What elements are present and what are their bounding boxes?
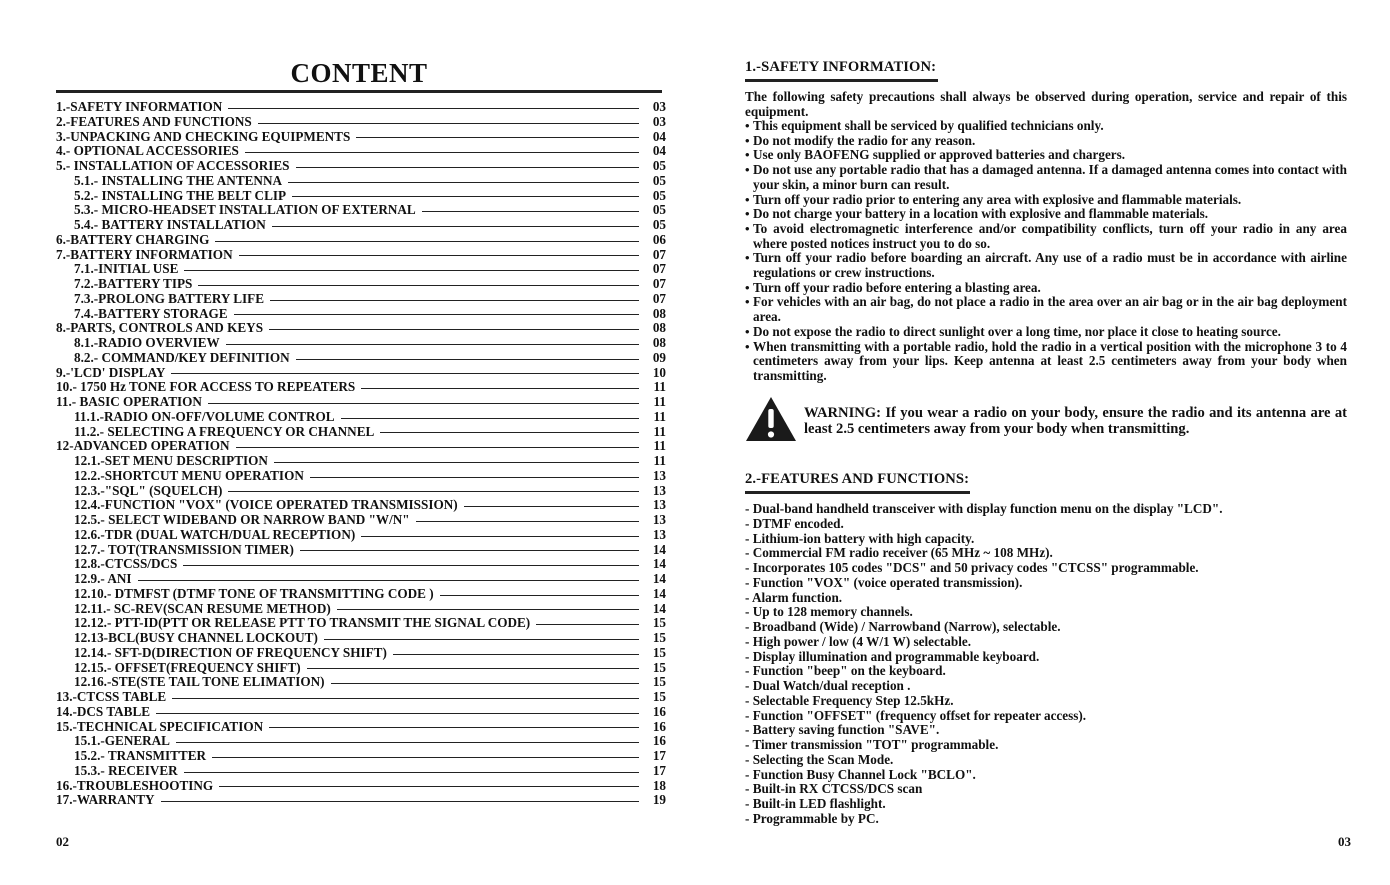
toc-entry-page: 08 (652, 320, 666, 336)
toc-entry-label: 5.2.- INSTALLING THE BELT CLIP (74, 187, 287, 203)
toc-leader-line (274, 462, 639, 463)
toc-entry-page: 07 (652, 276, 666, 291)
toc-entry[interactable] (56, 513, 666, 528)
toc-entry-label: 11.2.- SELECTING A FREQUENCY OR CHANNEL (74, 423, 375, 439)
toc-entry-page: 04 (652, 128, 666, 144)
feature-item: - Lithium-ion battery with high capacity. (745, 530, 975, 546)
toc-entry-label: 5.4.- BATTERY INSTALLATION (74, 217, 266, 232)
toc-entry-page: 05 (652, 202, 666, 218)
toc-entry[interactable] (56, 189, 666, 204)
toc-entry[interactable] (56, 793, 666, 808)
safety-bullet-text: Do not expose the radio to direct sunlight over a long time, nor place it close to heating source. (753, 323, 1281, 339)
toc-entry-label: 12.1.-SET MENU DESCRIPTION (74, 453, 268, 468)
toc-entry-page: 05 (652, 187, 666, 203)
toc-leader-line (184, 772, 639, 773)
toc-entry-page: 15 (652, 630, 666, 645)
feature-item: - Function Busy Channel Lock "BCLO". (745, 766, 976, 782)
bullet-dot-icon: • (745, 147, 750, 163)
toc-entry-page: 05 (652, 172, 666, 188)
feature-item: - Battery saving function "SAVE". (745, 722, 940, 738)
toc-leader-line (269, 329, 639, 330)
feature-item: - Function "OFFSET" (frequency offset for repeater access). (745, 707, 1087, 723)
feature-item: - Commercial FM radio receiver (65 MHz ~ 108 MHz). (745, 545, 1053, 561)
toc-entry-label: 12.12.- PTT-ID(PTT OR RELEASE PTT TO TRANSMIT THE SIGNAL CODE) (74, 615, 531, 631)
toc-entry[interactable] (56, 174, 666, 189)
toc-entry-label: 12.9.- ANI (74, 571, 132, 586)
toc-entry-page: 10 (652, 364, 666, 380)
toc-entry-page: 14 (652, 585, 666, 601)
toc-entry-label: 12.5.- SELECT WIDEBAND OR NARROW BAND "W/N" (74, 512, 410, 527)
toc-entry-label: 4.- OPTIONAL ACCESSORIES (56, 143, 239, 159)
toc-entry-label: 5.3.- MICRO-HEADSET INSTALLATION OF EXTERNAL (74, 202, 416, 218)
safety-heading: 1.-SAFETY INFORMATION: (745, 59, 937, 75)
toc-entry[interactable] (56, 705, 666, 720)
toc-leader-line (536, 624, 639, 625)
toc-leader-line (156, 713, 639, 714)
toc-leader-line (138, 580, 639, 581)
toc-entry-label: 12.6.-TDR (DUAL WATCH/DUAL RECEPTION) (74, 526, 356, 542)
toc-entry[interactable] (56, 631, 666, 646)
toc-entry-page: 07 (652, 290, 666, 306)
bullet-dot-icon: • (745, 338, 750, 354)
toc-entry[interactable] (56, 454, 666, 469)
toc-entry-label: 12.15.- OFFSET(FREQUENCY SHIFT) (74, 659, 301, 675)
features-heading: 2.-FEATURES AND FUNCTIONS: (745, 471, 970, 487)
toc-leader-line (258, 123, 639, 124)
toc-leader-line (171, 373, 639, 374)
feature-item: - Dual Watch/dual reception . (745, 678, 911, 693)
toc-entry[interactable] (56, 233, 666, 248)
toc-entry-label: 6.-BATTERY CHARGING (56, 231, 210, 247)
toc-leader-line (288, 182, 639, 183)
toc-leader-line (245, 152, 639, 153)
feature-item: - Function "beep" on the keyboard. (745, 663, 946, 679)
toc-entry-label: 2.-FEATURES AND FUNCTIONS (56, 113, 252, 129)
toc-leader-line (236, 447, 639, 448)
toc-entry-label: 12.16.-STE(STE TAIL TONE ELIMATION) (74, 674, 325, 690)
toc-leader-line (219, 786, 639, 787)
bullet-dot-icon: • (745, 220, 750, 236)
toc-leader-line (422, 211, 639, 212)
toc-entry[interactable] (56, 366, 666, 381)
toc-entry-label: 12.14.- SFT-D(DIRECTION OF FREQUENCY SHIFT) (74, 644, 387, 660)
toc-entry-page: 13 (652, 526, 666, 542)
safety-bullet-text: To avoid electromagnetic interference and/or compatibility conflicts, turn off your radio in any area where posted notices instruct you to do so. (753, 220, 1347, 251)
feature-item: - Timer transmission "TOT" programmable. (745, 737, 999, 752)
toc-entry[interactable] (56, 336, 666, 351)
feature-item: - Function "VOX" (voice operated transmission). (745, 574, 1023, 590)
toc-entry-page: 06 (652, 231, 666, 247)
safety-bullet (745, 295, 1347, 324)
toc-leader-line (300, 550, 639, 551)
toc-entry-label: 5.1.- INSTALLING THE ANTENNA (74, 172, 282, 188)
toc-entry[interactable] (56, 572, 666, 587)
toc-entry-page: 13 (652, 482, 666, 498)
toc-entry[interactable] (56, 321, 666, 336)
warning-triangle-icon (745, 396, 797, 442)
toc-leader-line (228, 108, 639, 109)
safety-bullet (745, 134, 1347, 149)
safety-bullet (745, 163, 1347, 192)
toc-entry-label: 12.8.-CTCSS/DCS (74, 556, 178, 572)
toc-entry[interactable] (56, 616, 666, 631)
toc-entry-page: 15 (652, 615, 666, 631)
toc-entry-page: 15 (652, 659, 666, 675)
toc-entry-page: 15 (652, 689, 666, 704)
toc-entry-label: 7.-BATTERY INFORMATION (56, 246, 233, 262)
toc-leader-line (234, 314, 639, 315)
features-list (745, 502, 1347, 827)
toc-entry-label: 14.-DCS TABLE (56, 703, 151, 719)
toc-leader-line (161, 801, 639, 802)
bullet-dot-icon: • (745, 250, 750, 266)
toc-leader-line (212, 757, 639, 758)
safety-bullet-list (745, 119, 1347, 384)
toc-entry-label: 11.- BASIC OPERATION (56, 394, 202, 409)
toc-entry[interactable] (56, 528, 666, 543)
toc-entry-page: 15 (652, 674, 666, 690)
toc-leader-line (226, 344, 639, 345)
toc-entry-label: 12.10.- DTMFST (DTMF TONE OF TRANSMITTING CODE ) (74, 585, 434, 601)
toc-leader-line (361, 388, 639, 389)
toc-entry-page: 13 (652, 512, 666, 527)
toc-entry[interactable] (56, 675, 666, 690)
toc-entry-page: 16 (652, 718, 666, 734)
toc-entry[interactable] (56, 218, 666, 233)
toc-entry-label: 12.13-BCL(BUSY CHANNEL LOCKOUT) (74, 630, 318, 645)
bullet-dot-icon: • (745, 162, 750, 178)
safety-heading-underline (745, 79, 938, 82)
toc-leader-line (198, 285, 639, 286)
toc-entry-page: 16 (652, 733, 666, 749)
feature-item: - Alarm function. (745, 589, 843, 605)
safety-bullet (745, 119, 1347, 134)
warning-text: WARNING: If you wear a radio on your body, ensure the radio and its antenna are at least 2.5 centimeters away from your body when transmitting. (804, 405, 1347, 437)
safety-bullet-text: Turn off your radio before entering a blasting area. (753, 279, 1041, 295)
feature-item: - Built-in LED flashlight. (745, 796, 886, 811)
toc-entry-page: 18 (652, 777, 666, 793)
toc-entry-page: 11 (653, 408, 666, 424)
toc-entry-label: 5.- INSTALLATION OF ACCESSORIES (56, 158, 290, 173)
safety-bullet (745, 325, 1347, 340)
toc-entry-page: 03 (652, 113, 666, 129)
toc-entry-label: 15.1.-GENERAL (74, 733, 170, 749)
toc-entry[interactable] (56, 764, 666, 779)
toc-entry-page: 14 (652, 556, 666, 572)
toc-leader-line (239, 255, 639, 256)
toc-entry[interactable] (56, 307, 666, 322)
safety-bullet (745, 251, 1347, 280)
toc-leader-line (269, 727, 639, 728)
bullet-dot-icon: • (745, 191, 750, 207)
toc-entry-page: 05 (652, 217, 666, 232)
toc-entry[interactable] (56, 734, 666, 749)
toc-entry-page: 07 (652, 246, 666, 262)
toc-entry-page: 13 (652, 467, 666, 483)
safety-bullet-text: Do not charge your battery in a location with explosive and flammable materials. (753, 206, 1209, 222)
toc-entry[interactable] (56, 646, 666, 661)
toc-entry-label: 12.7.- TOT(TRANSMISSION TIMER) (74, 541, 294, 557)
toc-leader-line (172, 698, 639, 699)
toc-entry-label: 7.2.-BATTERY TIPS (74, 276, 193, 291)
contents-title: CONTENT (290, 58, 428, 88)
bullet-dot-icon: • (745, 279, 750, 295)
toc-entry-page: 11 (653, 379, 666, 395)
toc-leader-line (416, 521, 639, 522)
toc-leader-line (324, 639, 639, 640)
toc-entry[interactable] (56, 100, 666, 115)
safety-bullet-text: For vehicles with an air bag, do not place a radio in the area over an air bag or in the air bag deployment area. (753, 294, 1347, 325)
feature-item: - DTMF encoded. (745, 515, 844, 531)
toc-leader-line (310, 477, 639, 478)
page-number-left: 02 (56, 834, 69, 849)
toc-entry-label: 17.-WARRANTY (56, 792, 155, 808)
toc-entry[interactable] (56, 484, 666, 499)
toc-entry-page: 14 (652, 571, 666, 586)
feature-item: - Broadband (Wide) / Narrowband (Narrow), selectable. (745, 619, 1061, 634)
feature-item: - Incorporates 105 codes "DCS" and 50 privacy codes "CTCSS" programmable. (745, 560, 1199, 575)
toc-entry[interactable] (56, 351, 666, 366)
toc-leader-line (307, 668, 639, 669)
toc-entry-page: 07 (652, 261, 666, 277)
toc-entry[interactable] (56, 587, 666, 602)
toc-entry[interactable] (56, 159, 666, 174)
toc-leader-line (296, 167, 639, 168)
toc-leader-line (228, 491, 639, 492)
toc-entry-label: 12.2.-SHORTCUT MENU OPERATION (74, 467, 304, 483)
title-underline (56, 90, 662, 93)
toc-leader-line (337, 609, 639, 610)
toc-entry-page: 17 (652, 762, 666, 778)
toc-entry-page: 13 (652, 497, 666, 513)
toc-leader-line (356, 137, 639, 138)
toc-entry-label: 7.4.-BATTERY STORAGE (74, 305, 228, 321)
toc-entry-page: 15 (652, 644, 666, 660)
toc-entry-label: 1.-SAFETY INFORMATION (56, 99, 223, 114)
toc-entry[interactable] (56, 130, 666, 145)
toc-entry[interactable] (56, 380, 666, 395)
safety-bullet (745, 281, 1347, 296)
toc-entry-label: 12-ADVANCED OPERATION (56, 438, 230, 454)
feature-item: - Dual-band handheld transceiver with display function menu on the display "LCD". (745, 501, 1223, 516)
toc-leader-line (270, 300, 639, 301)
safety-bullet (745, 222, 1347, 251)
toc-entry[interactable] (56, 277, 666, 292)
safety-bullet-text: Use only BAOFENG supplied or approved batteries and chargers. (753, 147, 1126, 163)
toc-entry[interactable] (56, 661, 666, 676)
table-of-contents (56, 100, 666, 808)
toc-entry-page: 14 (652, 600, 666, 616)
bullet-dot-icon: • (745, 294, 750, 310)
toc-leader-line (341, 418, 639, 419)
toc-entry[interactable] (56, 203, 666, 218)
toc-leader-line (361, 536, 639, 537)
toc-leader-line (331, 683, 639, 684)
feature-item: - High power / low (4 W/1 W) selectable. (745, 633, 972, 649)
toc-leader-line (296, 359, 639, 360)
toc-entry-page: 03 (652, 99, 666, 114)
toc-leader-line (272, 226, 639, 227)
toc-entry-page: 11 (653, 394, 666, 409)
toc-entry-label: 15.-TECHNICAL SPECIFICATION (56, 718, 264, 734)
toc-entry-page: 19 (652, 792, 666, 808)
toc-entry-label: 15.2.- TRANSMITTER (74, 748, 207, 763)
feature-item: - Built-in RX CTCSS/DCS scan (745, 781, 923, 797)
toc-entry[interactable] (56, 248, 666, 263)
toc-leader-line (393, 654, 639, 655)
feature-item: - Selecting the Scan Mode. (745, 751, 894, 767)
toc-entry-page: 08 (652, 335, 666, 350)
toc-entry[interactable] (56, 557, 666, 572)
toc-leader-line (183, 565, 639, 566)
toc-entry[interactable] (56, 262, 666, 277)
toc-entry-page: 09 (652, 349, 666, 365)
toc-entry-label: 16.-TROUBLESHOOTING (56, 777, 214, 793)
toc-entry[interactable] (56, 395, 666, 410)
safety-bullet-text: This equipment shall be serviced by qualified technicians only. (753, 118, 1104, 133)
toc-entry-page: 16 (652, 703, 666, 719)
feature-item: - Programmable by PC. (745, 810, 879, 826)
safety-bullet (745, 148, 1347, 163)
safety-bullet-text: Turn off your radio prior to entering any area with explosive and flammable materials. (753, 191, 1242, 207)
toc-entry[interactable] (56, 410, 666, 425)
features-heading-underline (745, 491, 970, 494)
toc-entry-label: 12.3.-"SQL" (SQUELCH) (74, 482, 223, 498)
toc-entry-page: 08 (652, 305, 666, 321)
toc-entry-label: 7.1.-INITIAL USE (74, 261, 179, 277)
toc-entry[interactable] (56, 469, 666, 484)
toc-entry-page: 14 (652, 541, 666, 557)
toc-entry-label: 12.11.- SC-REV(SCAN RESUME METHOD) (74, 600, 331, 616)
safety-bullet-text: When transmitting with a portable radio, hold the radio in a vertical position with the microphone 3 to 4 centimeters away from your lips. Keep antenna at least 2.5 centimeters away from your body when transmitting. (753, 338, 1347, 383)
toc-entry[interactable] (56, 439, 666, 454)
toc-entry-label: 12.4.-FUNCTION "VOX" (VOICE OPERATED TRANSMISSION) (74, 497, 458, 513)
feature-item: - Display illumination and programmable keyboard. (745, 648, 1040, 664)
toc-leader-line (208, 403, 639, 404)
toc-entry-page: 04 (652, 143, 666, 159)
toc-entry[interactable] (56, 425, 666, 440)
toc-entry-label: 13.-CTCSS TABLE (56, 689, 167, 704)
toc-leader-line (380, 432, 639, 433)
safety-bullet (745, 193, 1347, 208)
toc-leader-line (176, 742, 639, 743)
toc-entry-label: 11.1.-RADIO ON-OFF/VOLUME CONTROL (74, 408, 335, 424)
toc-entry-page: 05 (652, 158, 666, 173)
safety-intro: The following safety precautions shall always be observed during operation, service and repair of this equipment. (745, 89, 1347, 119)
safety-bullet-text: Do not use any portable radio that has a damaged antenna. If a damaged antenna comes into contact with your skin, a minor burn can result. (753, 162, 1347, 192)
feature-item: - Selectable Frequency Step 12.5kHz. (745, 692, 954, 708)
bullet-dot-icon: • (745, 206, 750, 222)
toc-entry-page: 11 (653, 438, 666, 454)
bullet-dot-icon: • (745, 118, 750, 133)
toc-entry[interactable] (56, 749, 666, 764)
toc-entry[interactable] (56, 498, 666, 513)
page-number-right: 03 (1338, 834, 1351, 849)
toc-entry-page: 17 (652, 748, 666, 763)
toc-entry-page: 11 (653, 423, 666, 439)
toc-leader-line (292, 196, 639, 197)
toc-entry-label: 3.-UNPACKING AND CHECKING EQUIPMENTS (56, 128, 351, 144)
toc-entry-label: 8.2.- COMMAND/KEY DEFINITION (74, 349, 290, 365)
bullet-dot-icon: • (745, 323, 750, 339)
toc-entry[interactable] (56, 292, 666, 307)
toc-leader-line (184, 270, 639, 271)
safety-bullet (745, 207, 1347, 222)
safety-bullet-text: Do not modify the radio for any reason. (753, 132, 976, 148)
toc-entry-page: 11 (653, 453, 666, 468)
toc-entry[interactable] (56, 115, 666, 130)
warning-box (745, 396, 1347, 444)
safety-bullet-text: Turn off your radio before boarding an aircraft. Any use of a radio must be in accordance with airline regulations or crew instructions. (753, 250, 1347, 281)
feature-item: - Up to 128 memory channels. (745, 604, 913, 620)
toc-entry-label: 10.- 1750 Hz TONE FOR ACCESS TO REPEATERS (56, 379, 356, 395)
toc-entry[interactable] (56, 602, 666, 617)
toc-leader-line (464, 506, 639, 507)
toc-entry-label: 8.-PARTS, CONTROLS AND KEYS (56, 320, 264, 336)
toc-leader-line (440, 595, 639, 596)
right-page (695, 0, 1390, 885)
safety-bullet (745, 340, 1347, 384)
bullet-dot-icon: • (745, 132, 750, 148)
toc-entry[interactable] (56, 720, 666, 735)
toc-entry-label: 7.3.-PROLONG BATTERY LIFE (74, 290, 265, 306)
toc-entry[interactable] (56, 690, 666, 705)
toc-entry[interactable] (56, 144, 666, 159)
toc-entry-label: 15.3.- RECEIVER (74, 762, 178, 778)
toc-entry-label: 8.1.-RADIO OVERVIEW (74, 335, 220, 350)
toc-leader-line (215, 241, 639, 242)
toc-entry[interactable] (56, 543, 666, 558)
toc-entry-label: 9.-'LCD' DISPLAY (56, 364, 166, 380)
toc-entry[interactable] (56, 779, 666, 794)
